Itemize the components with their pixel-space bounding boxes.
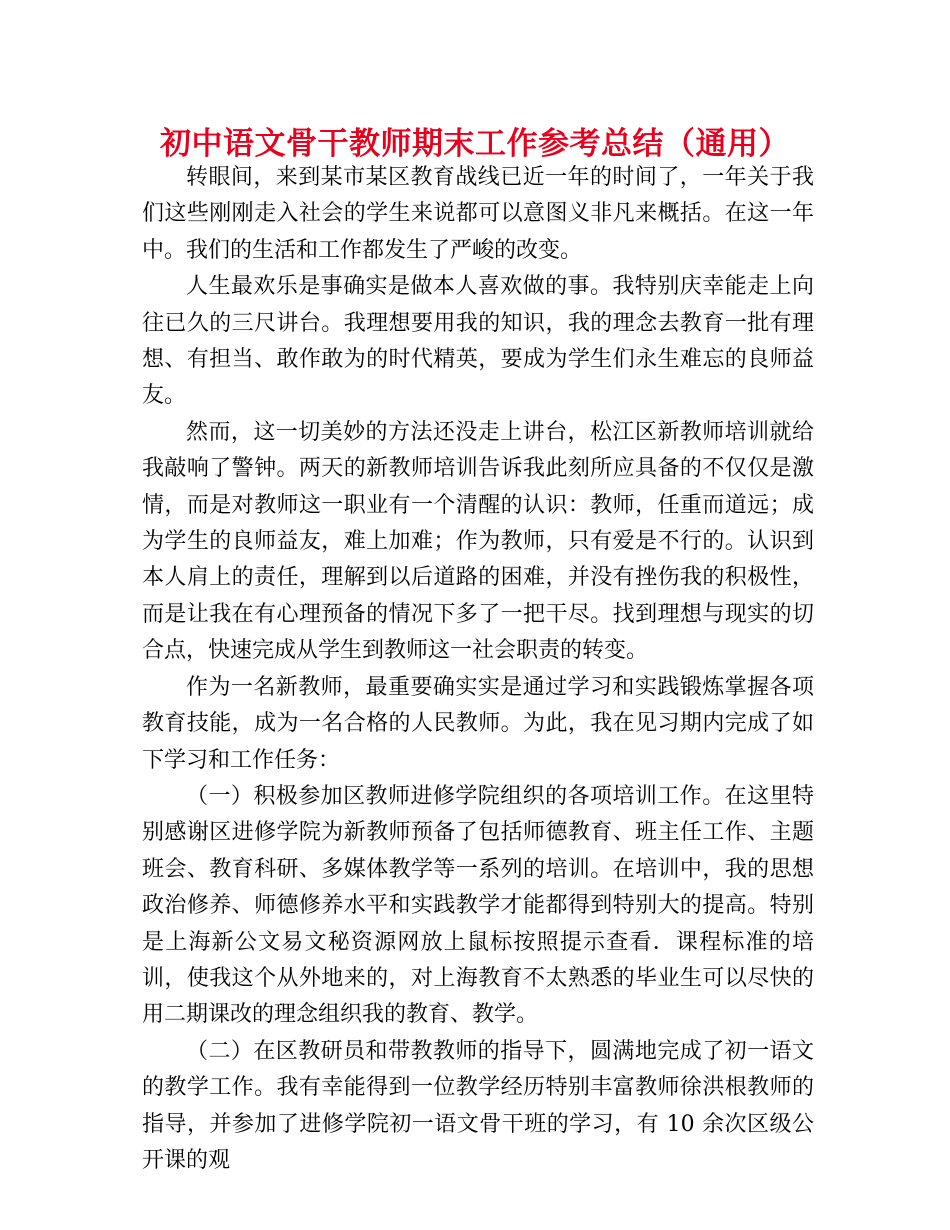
paragraph: （二）在区教研员和带教教师的指导下，圆满地完成了初一语文的教学工作。我有幸能得到一位教学经历特别丰富教师徐洪根教师的指导，并参加了进修学院初一语文骨干班的学习，有 10 余次区级公开课的观 <box>142 1038 814 1173</box>
paragraph: 然而，这一切美妙的方法还没走上讲台，松江区新教师培训就给我敲响了警钟。两天的新教师培训告诉我此刻所应具备的不仅仅是激情，而是对教师这一职业有一个清醒的认识：教师，任重而道远；成为学生的良师益友，难上加难；作为教师，只有爱是不行的。认识到本人肩上的责任，理解到以后道路的困难，并没有挫伤我的积极性，而是让我在有心理预备的情况下多了一把干尽。找到理想与现实的切合点，快速完成从学生到教师这一社会职责的转变。 <box>142 419 814 664</box>
paragraph: 转眼间，来到某市某区教育战线已近一年的时间了，一年关于我们这些刚刚走入社会的学生来说都可以意图义非凡来概括。在这一年中。我们的生活和工作都发生了严峻的改变。 <box>142 165 814 263</box>
paragraph: 人生最欢乐是事确实是做本人喜欢做的事。我特别庆幸能走上向往已久的三尺讲台。我理想要用我的知识，我的理念去教育一批有理想、有担当、敢作敢为的时代精英，要成为学生们永生难忘的良师益友。 <box>142 274 814 409</box>
paragraph: （一）积极参加区教师进修学院组织的各项培训工作。在这里特别感谢区进修学院为新教师预备了包括师德教育、班主任工作、主题班会、教育科研、多媒体教学等一系列的培训。在培训中，我的思想政治修养、师德修养水平和实践教学才能都得到特别大的提高。特别是上海新公文易文秘资源网放上鼠标按照提示查看．课程标准的培训，使我这个从外地来的，对上海教育不太熟悉的毕业生可以尽快的用二期课改的理念组织我的教育、教学。 <box>142 783 814 1028</box>
document-body <box>142 160 814 1179</box>
document-title: 初中语文骨干教师期末工作参考总结（通用） <box>160 126 790 162</box>
paragraph: 作为一名新教师，最重要确实实是通过学习和实践锻炼掌握各项教育技能，成为一名合格的人民教师。为此，我在见习期内完成了如下学习和工作任务： <box>142 674 814 773</box>
